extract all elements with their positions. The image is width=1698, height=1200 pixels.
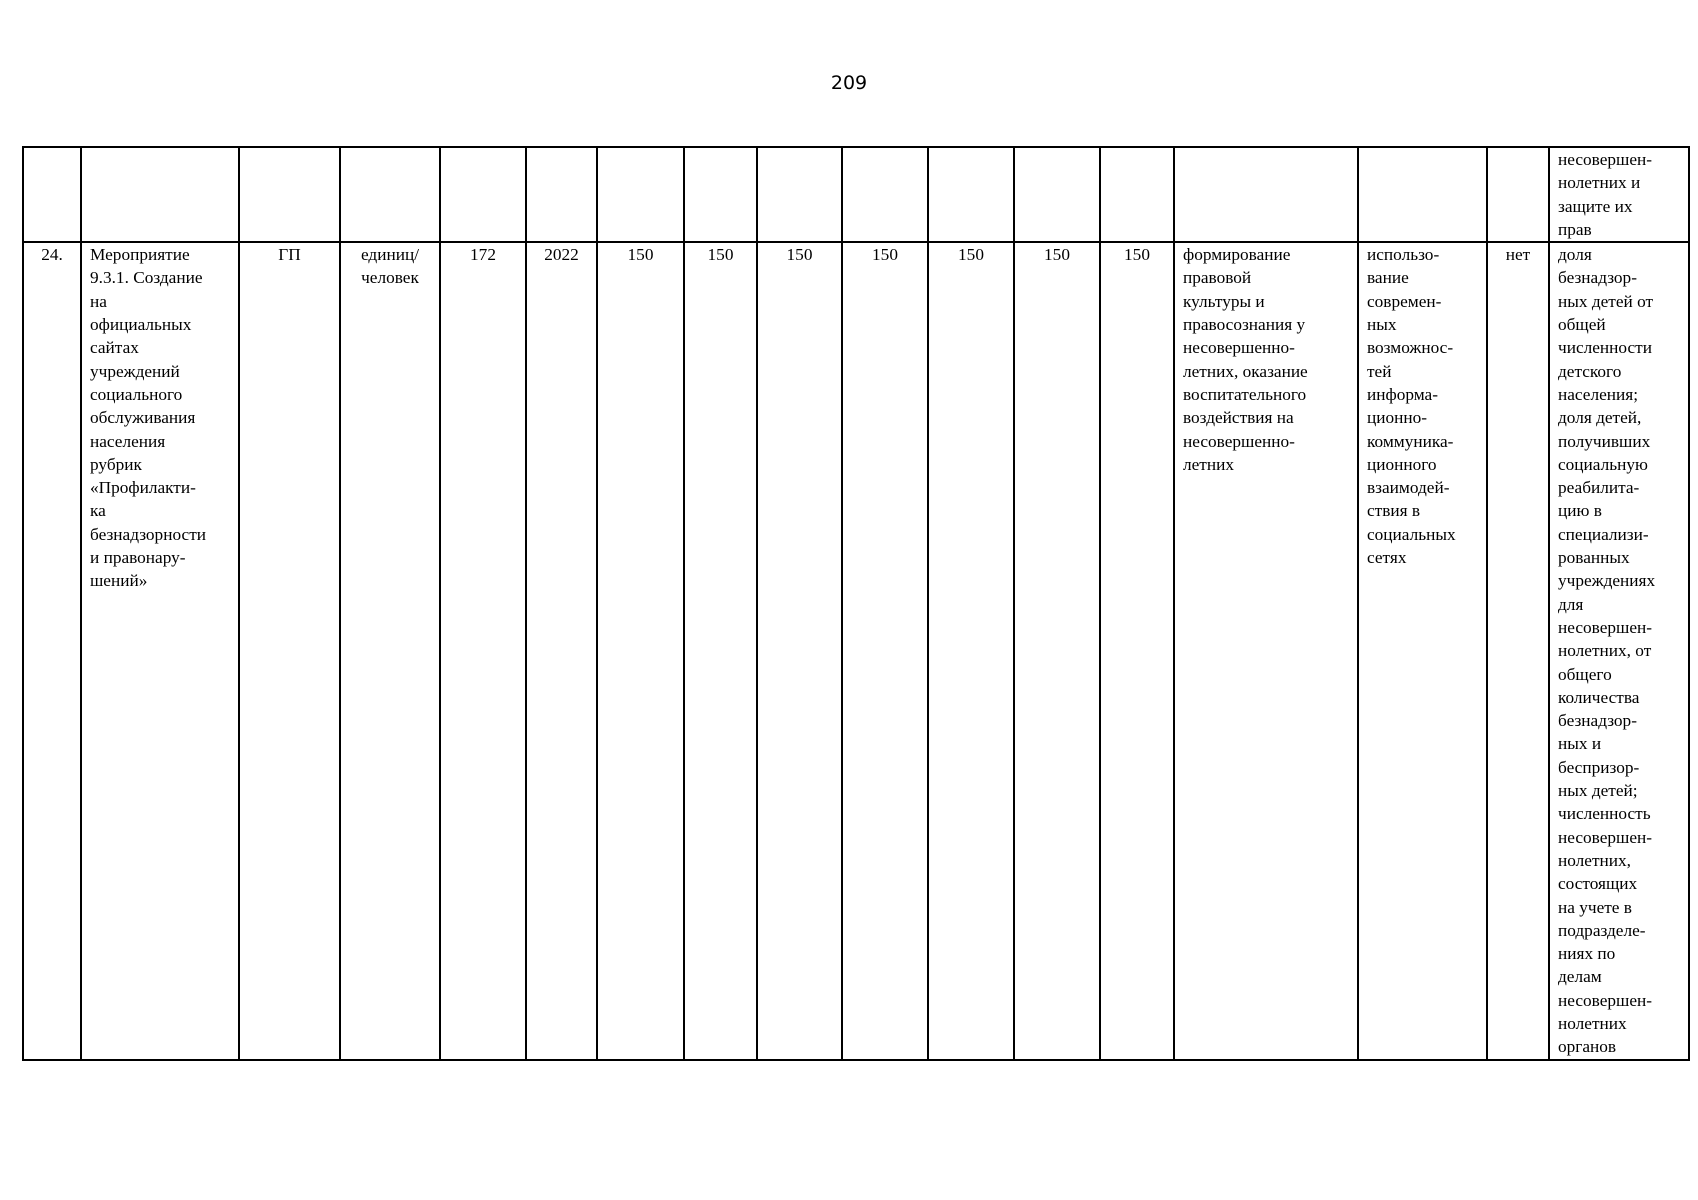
cell-empty	[684, 147, 757, 242]
cell-source	[239, 242, 340, 1059]
cell-empty	[81, 147, 239, 242]
cell-empty	[1487, 147, 1549, 242]
indicators-continued-text: несовершен- нолетних и защите их прав	[1558, 150, 1653, 239]
cell-mechanism	[1358, 242, 1487, 1059]
cell-year	[526, 242, 597, 1059]
cell-empty	[23, 147, 81, 242]
cell-result	[1174, 242, 1358, 1059]
cell-empty	[340, 147, 440, 242]
cell-risk	[1487, 242, 1549, 1059]
measures-table	[22, 146, 1690, 1061]
cell-empty	[842, 147, 928, 242]
value-text: 150	[707, 245, 734, 265]
value-text: 150	[1044, 245, 1070, 265]
cell-empty	[1358, 147, 1487, 242]
cell-indicators-continued	[1549, 147, 1689, 242]
cell-empty	[1014, 147, 1100, 242]
cell-indicators	[1549, 242, 1689, 1059]
cell-value	[842, 242, 928, 1059]
value-text: 150	[627, 245, 654, 265]
cell-base-value	[440, 242, 526, 1059]
base-value-text: 172	[470, 245, 496, 265]
cell-empty	[1100, 147, 1174, 242]
cell-empty	[526, 147, 597, 242]
value-text: 150	[958, 245, 984, 265]
cell-value	[1100, 242, 1174, 1059]
cell-value	[757, 242, 842, 1059]
event-text: Мероприятие 9.3.1. Создание на официальных сайтах учреждений социального обслуживания населения рубрик «Профилакти- ка безнадзорности и правонару- шений»	[90, 245, 206, 591]
cell-value	[597, 242, 684, 1059]
cell-empty	[757, 147, 842, 242]
table-row-carryover	[23, 147, 1689, 242]
cell-value	[1014, 242, 1100, 1059]
row-number-text: 24.	[41, 245, 63, 265]
cell-event	[81, 242, 239, 1059]
cell-value	[928, 242, 1014, 1059]
cell-row-number	[23, 242, 81, 1059]
cell-value	[684, 242, 757, 1059]
cell-empty	[928, 147, 1014, 242]
cell-empty	[440, 147, 526, 242]
value-text: 150	[872, 245, 898, 265]
value-text: 150	[786, 245, 813, 265]
unit-text: единиц/ человек	[360, 245, 420, 288]
cell-empty	[597, 147, 684, 242]
page-number: 209	[830, 72, 868, 94]
value-text: 150	[1124, 245, 1150, 265]
cell-unit	[340, 242, 440, 1059]
indicators-text: доля безнадзор- ных детей от общей численности детского населения; доля детей, получивших социальную реабилита- цию в специализи- рованных учреждениях для несовершен- нолетних, от общего количества безнадзор- ных и беспризор- ных детей; численность несовершен- нолетних, состоящих на учете в подразделе- ниях по делам несовершен- нолетних органов	[1558, 245, 1656, 1057]
cell-empty	[239, 147, 340, 242]
source-text: ГП	[278, 245, 301, 265]
cell-empty	[1174, 147, 1358, 242]
mechanism-text: использо- вание современ- ных возможнос- тей информа- ционно- коммуника- ционного взаимодей- ствия в социальных сетях	[1367, 245, 1456, 568]
table-row-24	[23, 242, 1689, 1059]
year-text: 2022	[544, 245, 579, 265]
risk-text: нет	[1505, 245, 1531, 265]
result-text: формирование правовой культуры и правосознания у несовершенно- летних, оказание воспитательного воздействия на несовершенно- летних	[1183, 245, 1308, 474]
